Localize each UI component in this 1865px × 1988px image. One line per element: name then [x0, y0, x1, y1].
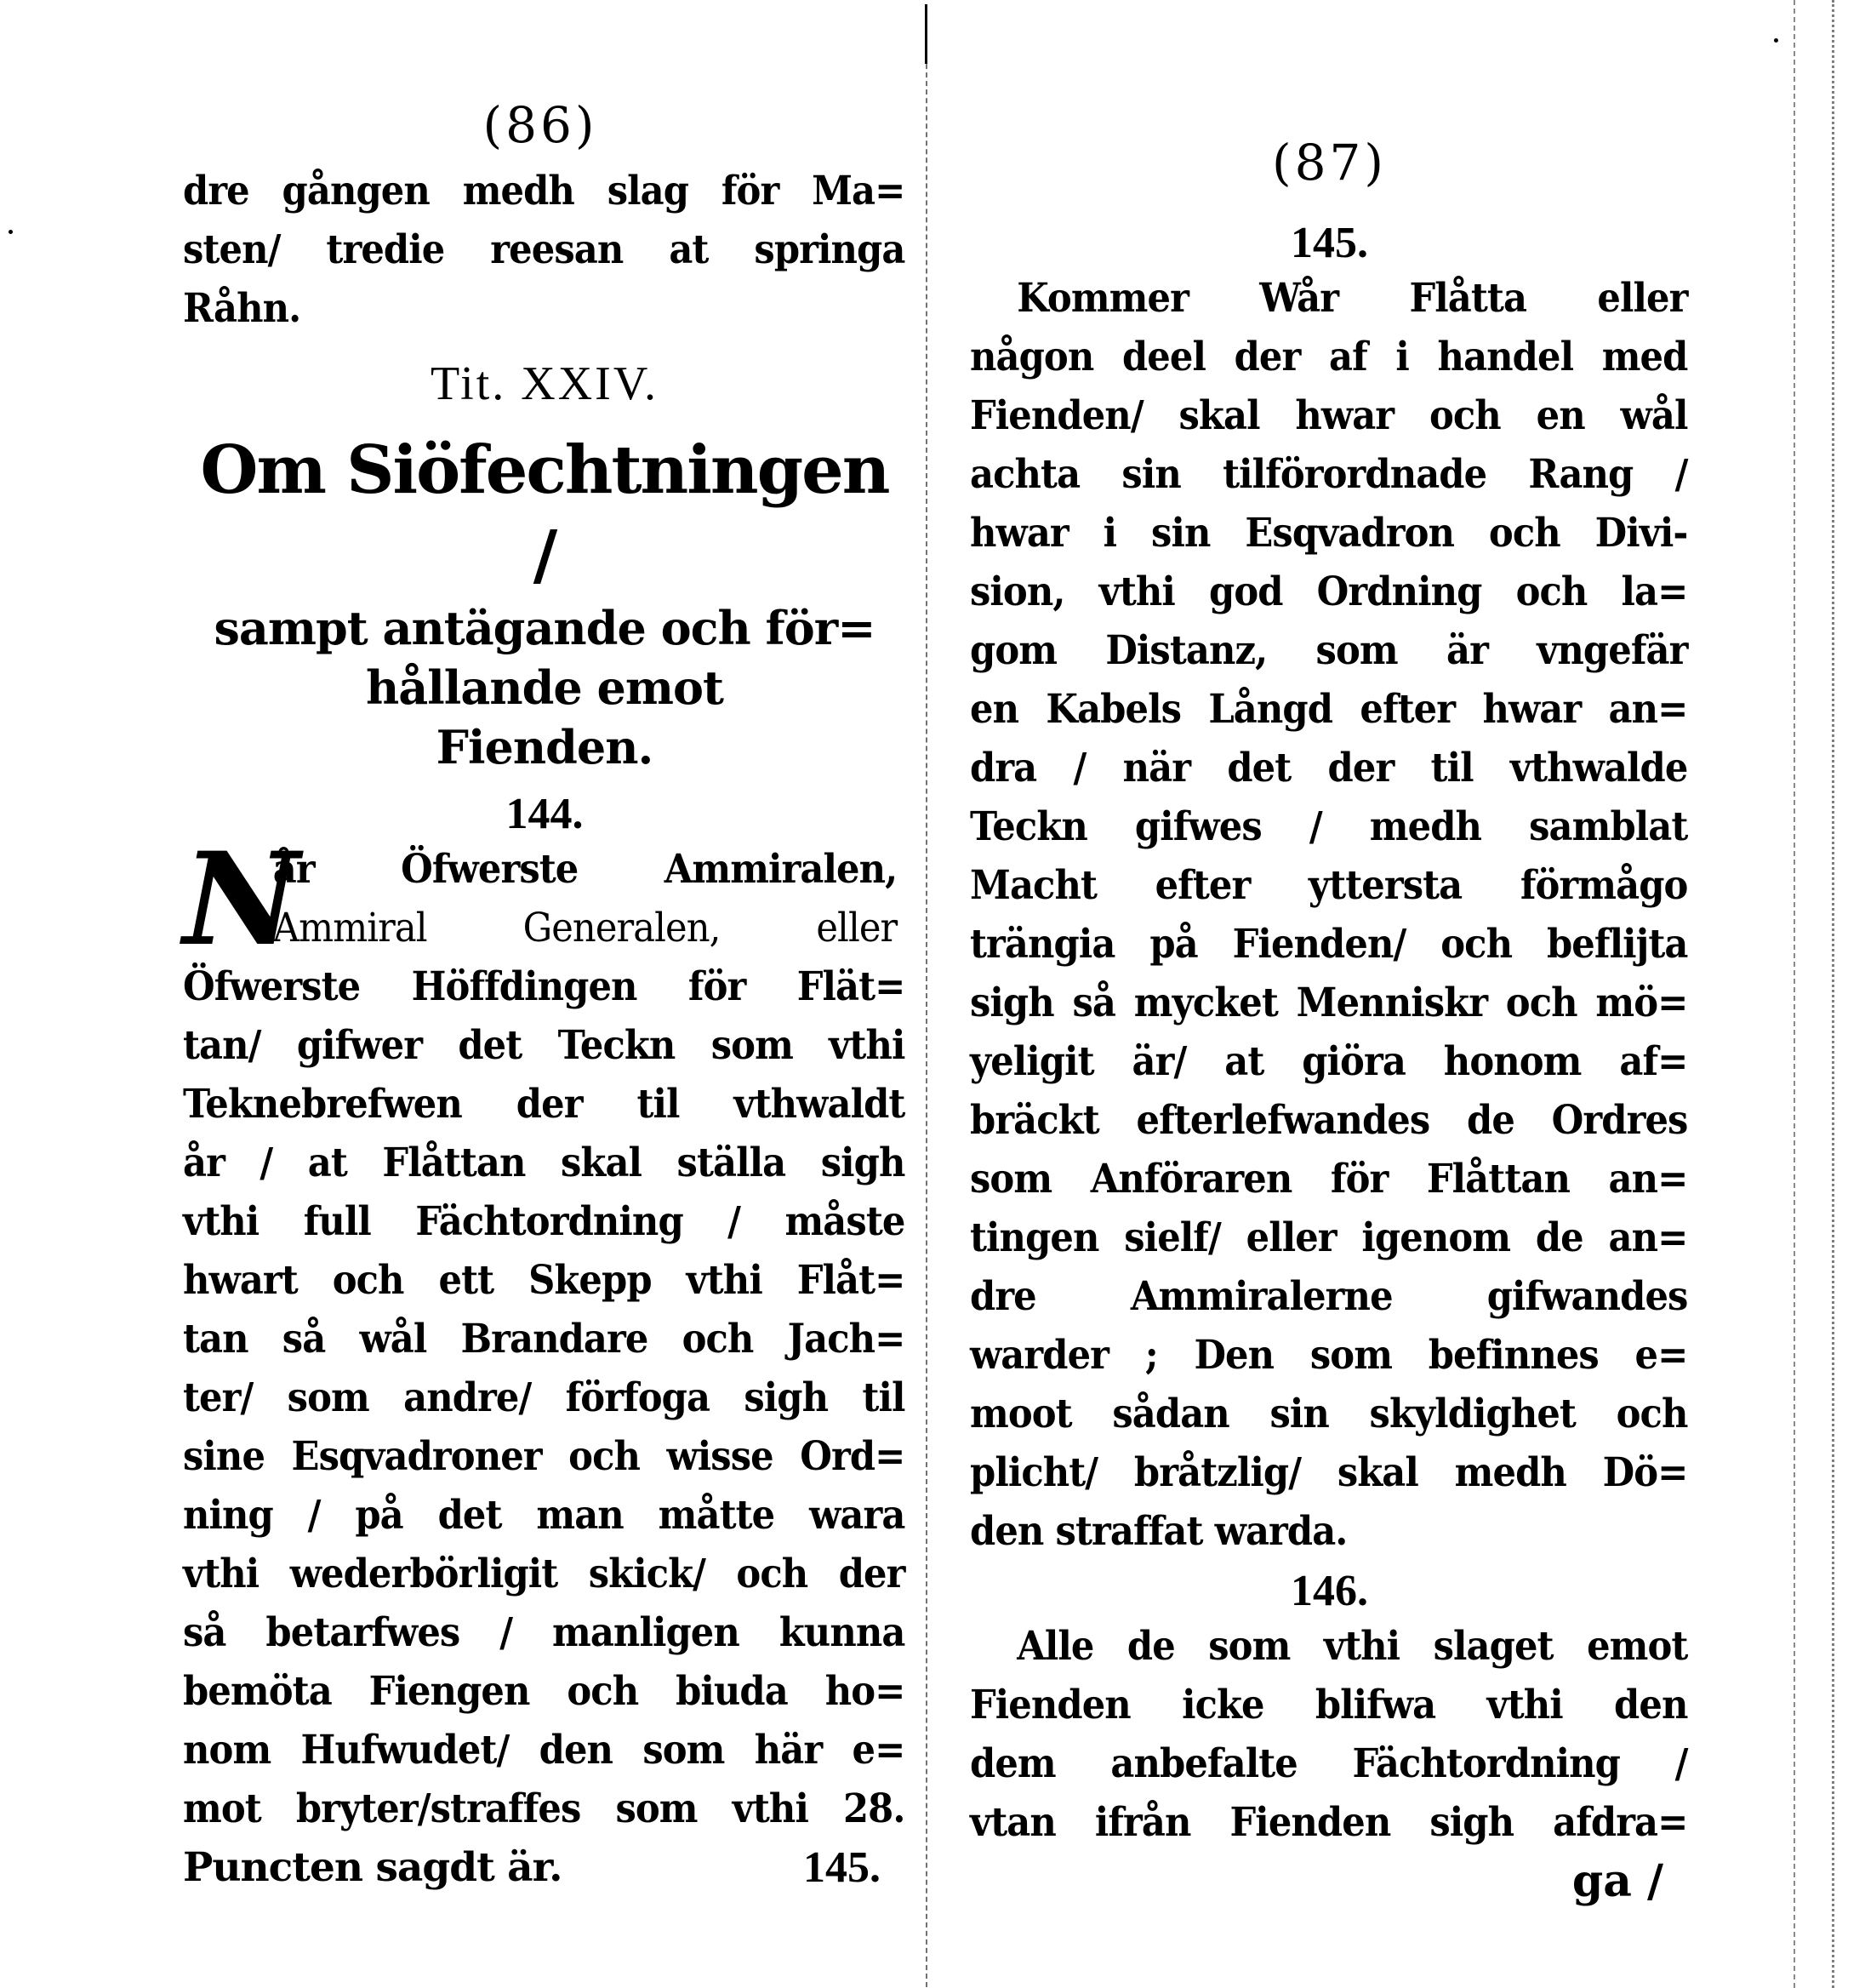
gutter-divider	[926, 4, 927, 1987]
text-line: vtan ifrån Fienden sigh afdra=	[970, 1799, 1688, 1846]
catchword: 145.	[803, 1843, 881, 1892]
text-line: dre gången medh slag för Ma=	[183, 168, 905, 214]
chapter-subheading-line: sampt antägande och för=	[214, 601, 875, 655]
text-line: sigh så mycket Menniskr och mö=	[970, 980, 1688, 1026]
section-number: 146.	[1291, 1567, 1368, 1615]
text-line: år Öfwerste Ammiralen,	[272, 846, 898, 893]
text-line: bräckt efterlefwandes de Ordres	[970, 1097, 1688, 1144]
text-line: Fienden/ skal hwar och en wål	[970, 392, 1688, 439]
text-line: hwart och ett Skepp vthi Flåt=	[183, 1257, 905, 1304]
title-number: Tit. XXIV.	[430, 357, 659, 410]
text-line: moot sådan sin skyldighet och	[970, 1391, 1688, 1437]
section-146	[970, 1617, 1689, 1911]
chapter-subheading-line: Fienden.	[436, 720, 653, 774]
left-page	[183, 0, 906, 1897]
section-144	[183, 825, 906, 1897]
text-line: dre Ammiralerne gifwandes	[970, 1273, 1688, 1320]
text-line: Råhn.	[183, 285, 301, 332]
text-line: mot bryter/straffes som vthi 28.	[183, 1785, 905, 1832]
text-line: Ammiral Generalen, eller	[272, 905, 898, 951]
text-line: achta sin tilförordnade Rang /	[970, 451, 1688, 498]
text-line: plicht/ bråtzlig/ skal medh Dö=	[970, 1449, 1688, 1496]
text-line: Puncten sagdt är.	[183, 1844, 562, 1891]
chapter-heading: Om Siöfechtningen /	[200, 431, 889, 594]
text-line: tingen sielf/ eller igenom de an=	[970, 1214, 1688, 1261]
text-line: vthi wederbörligit skick/ och der	[183, 1551, 905, 1597]
page-edge-marks	[1794, 0, 1795, 1988]
text-line: Alle de som vthi slaget emot	[1017, 1623, 1688, 1670]
text-line: någon deel der af i handel med	[970, 334, 1688, 380]
text-line: sine Esqvadroner och wisse Ord=	[183, 1433, 905, 1480]
text-line: Fienden icke blifwa vthi den	[970, 1682, 1688, 1728]
section-number: 145.	[1291, 219, 1368, 267]
text-line: tan/ gifwer det Teckn som vthi	[183, 1022, 905, 1069]
chapter-subheading-line: hållande emot	[366, 660, 723, 715]
text-line: vthi full Fächtordning / måste	[183, 1198, 905, 1245]
continuation-text	[183, 162, 906, 338]
text-line: en Kabels Långd efter hwar an=	[970, 686, 1688, 733]
section-number: 144.	[505, 790, 584, 838]
text-line: trängia på Fienden/ och beflijta	[970, 921, 1688, 968]
text-line: warder ; Den som befinnes e=	[970, 1332, 1688, 1379]
text-line: nom Hufwudet/ den som här e=	[183, 1727, 905, 1774]
text-line: Teknebrefwen der til vthwaldt	[183, 1081, 905, 1128]
text-line: Öfwerste Höffdingen för Flät=	[183, 963, 905, 1010]
text-line: bemöta Fiengen och biuda ho=	[183, 1668, 905, 1715]
text-line: dem anbefalte Fächtordning /	[970, 1740, 1688, 1787]
text-line: tan så wål Brandare och Jach=	[183, 1316, 905, 1362]
page-edge-marks	[1832, 0, 1834, 1988]
catchword: ga /	[1571, 1855, 1663, 1907]
text-line: ter/ som andre/ förfoga sigh til	[183, 1374, 905, 1421]
text-line: Teckn gifwes / medh samblat	[970, 803, 1688, 850]
text-line: dra / när det der til vthwalde	[970, 745, 1688, 791]
text-line: Macht efter yttersta förmågo	[970, 862, 1688, 909]
text-line: gom Distanz, som är vngefär	[970, 627, 1688, 674]
text-line: ning / på det man måtte wara	[183, 1492, 905, 1539]
text-line: hwar i sin Esqvadron och Divi-	[970, 510, 1688, 557]
text-line: så betarfwes / manligen kunna	[183, 1609, 905, 1656]
text-line: sion, vthi god Ordning och la=	[970, 568, 1688, 615]
text-line: år / at Flåttan skal ställa sigh	[183, 1140, 905, 1186]
text-line: den straffat warda.	[970, 1508, 1348, 1555]
last-line-row	[183, 1838, 906, 1897]
text-line: Kommer Wår Flåtta eller	[1017, 275, 1688, 322]
speck	[1774, 38, 1778, 43]
text-line: som Anföraren för Flåttan an=	[970, 1156, 1688, 1203]
text-line: yeligit är/ at giöra honom af=	[970, 1038, 1688, 1085]
right-page	[970, 0, 1689, 1911]
ornate-drop-cap: N	[183, 825, 300, 974]
speck	[9, 230, 13, 234]
text-line: sten/ tredie reesan at springa	[183, 226, 905, 273]
page-number: (86)	[482, 96, 598, 154]
section-145	[970, 269, 1689, 1561]
page-number: (87)	[1271, 134, 1388, 191]
